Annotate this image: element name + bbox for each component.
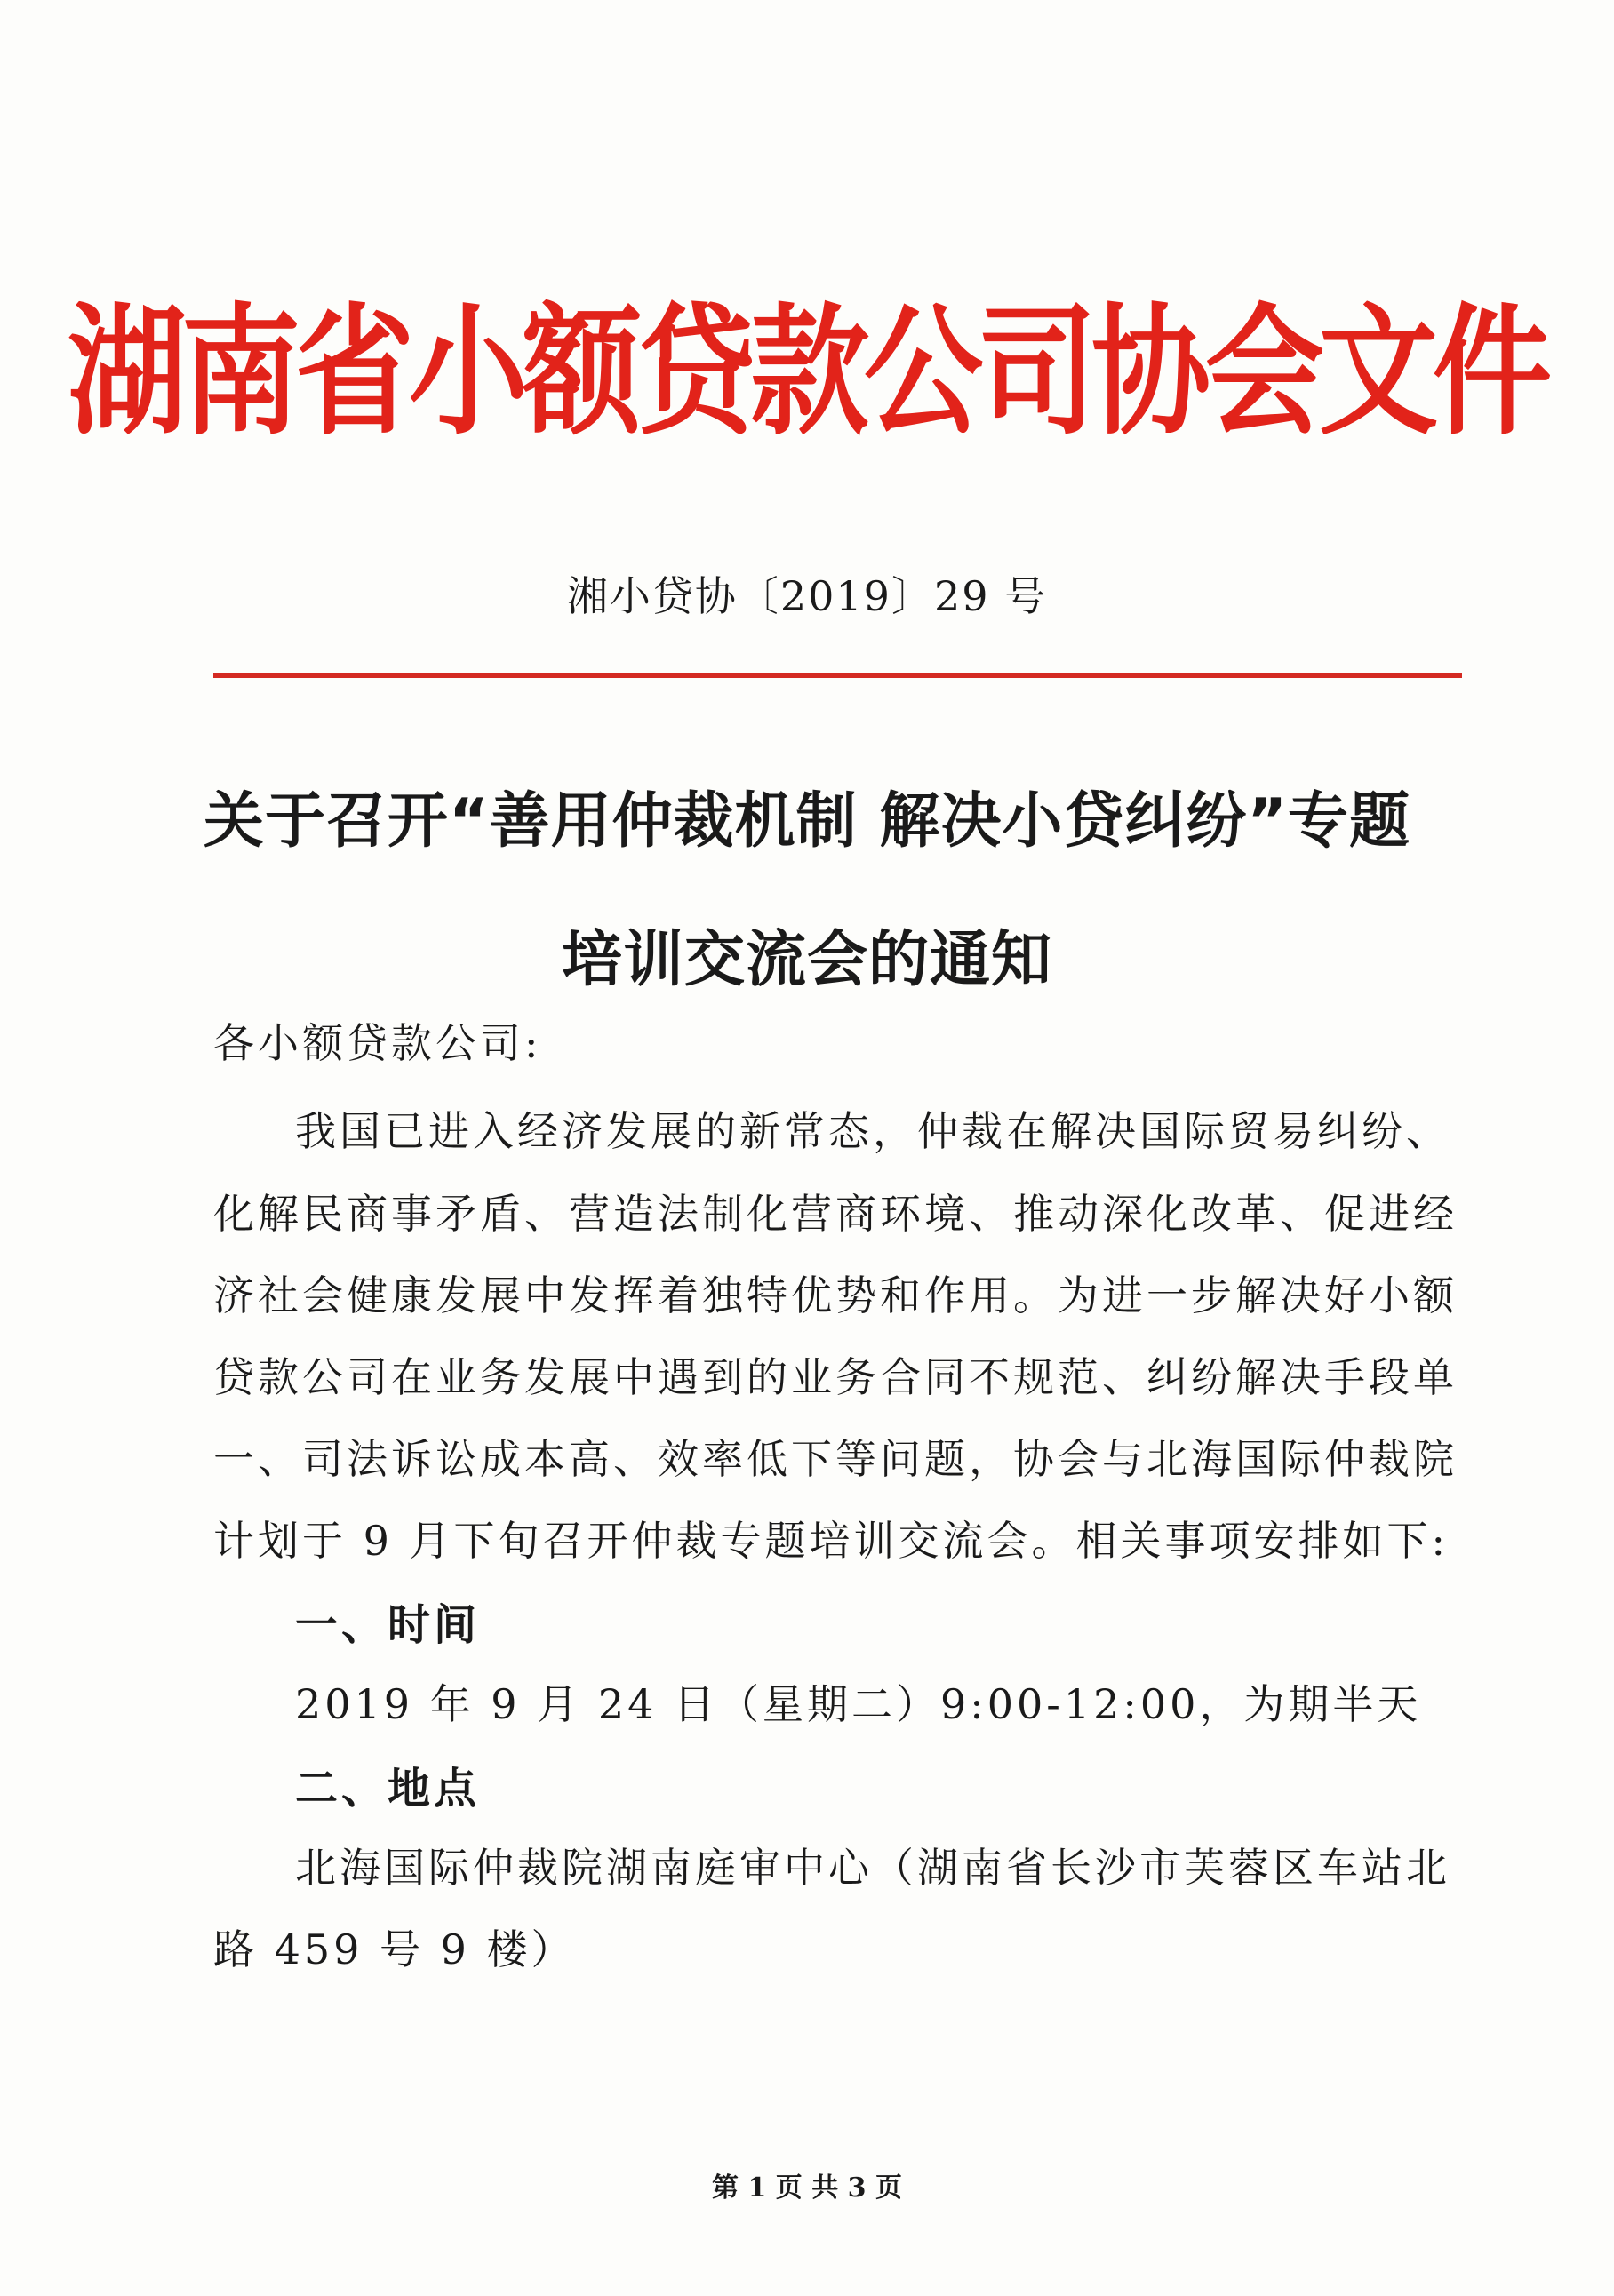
section-location-line: 北海国际仲裁院湖南庭审中心（湖南省长沙市芙蓉区车站北 [295,1844,1450,1892]
paragraph-line: 计划于 9 月下旬召开仲裁专题培训交流会。相关事项安排如下: [213,1517,1450,1565]
paragraph-line: 一、司法诉讼成本高、效率低下等问题，协会与北海国际仲裁院 [213,1435,1458,1483]
section-time-text: 2019 年 9 月 24 日（星期二）9:00-12:00，为期半天 [295,1680,1422,1728]
paragraph-line: 化解民商事矛盾、营造法制化营商环境、推动深化改革、促进经 [213,1190,1458,1238]
paragraph-line: 我国已进入经济发展的新常态，仲裁在解决国际贸易纠纷、 [295,1107,1450,1155]
paragraph-line: 贷款公司在业务发展中遇到的业务合同不规范、纠纷解决手段单 [213,1353,1458,1401]
header-divider [213,673,1462,678]
section-heading-location: 二、地点 [295,1764,481,1814]
notice-title-line-2: 培训交流会的通知 [561,925,1052,995]
section-heading-time: 一、时间 [295,1600,481,1650]
addressee: 各小额贷款公司: [213,1019,542,1067]
section-location-line: 路 459 号 9 楼） [213,1925,576,1973]
document-header-title: 湖南省小额贷款公司协会文件 [67,291,1546,455]
notice-title-line-1: 关于召开“善用仲裁机制 解决小贷纠纷”专题 [203,786,1411,857]
document-number: 湘小贷协〔2019〕29 号 [566,572,1048,620]
paragraph-line: 济社会健康发展中发挥着独特优势和作用。为进一步解决好小额 [213,1272,1458,1319]
page-number-footer: 第 1 页 共 3 页 [712,2172,902,2204]
